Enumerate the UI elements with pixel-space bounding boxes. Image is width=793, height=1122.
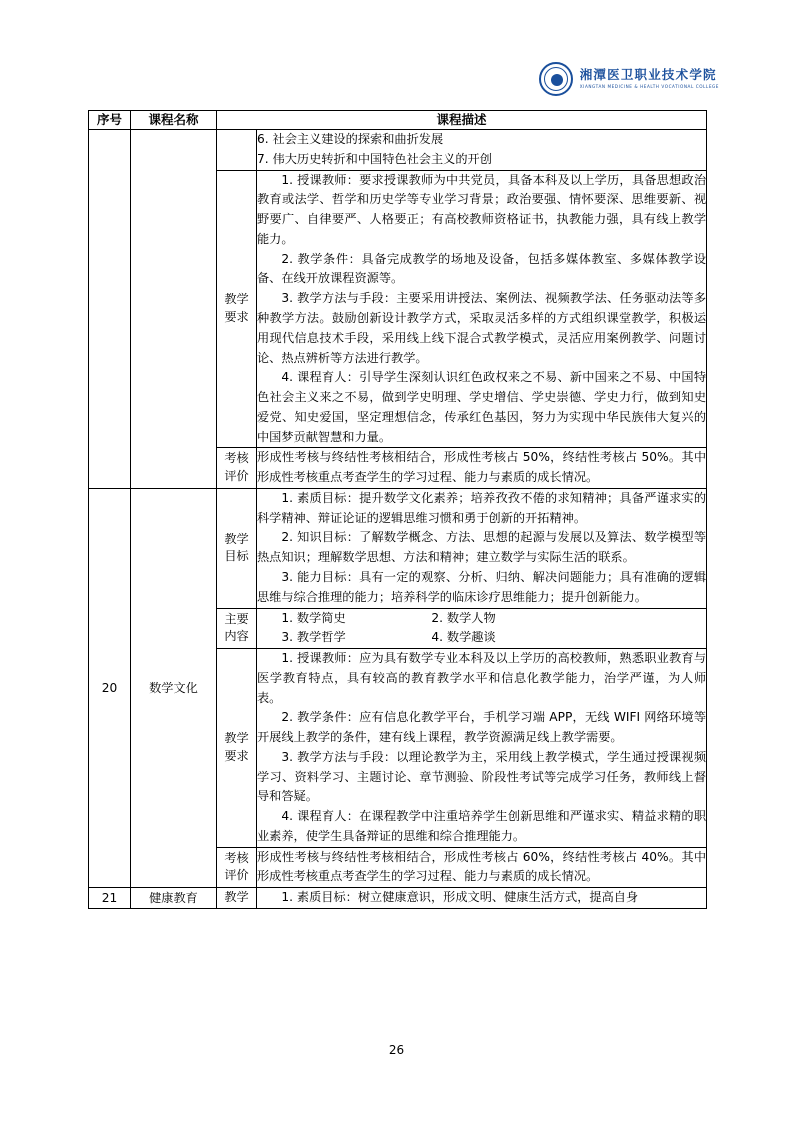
desc-paragraph: 1. 素质目标：提升数学文化素养；培养孜孜不倦的求知精神；具备严谨求实的科学精神、辩证论证的逻辑思维习惯和勇于创新的开拓精神。 bbox=[257, 490, 707, 525]
sub-label-teaching-goals: 教学 目标 bbox=[217, 488, 257, 608]
college-name-cn: 湘潭医卫职业技术学院 bbox=[579, 67, 717, 83]
seq-cell-21: 21 bbox=[89, 888, 131, 909]
desc-cell-teaching-requirements bbox=[257, 649, 707, 848]
table-header-row bbox=[89, 111, 707, 130]
sub-label-teaching: 教学 bbox=[217, 888, 257, 909]
desc-line: 7. 伟大历史转折和中国特色社会主义的开创 bbox=[257, 151, 492, 166]
course-name-cell-20: 数学文化 bbox=[131, 488, 217, 887]
college-logo bbox=[539, 62, 719, 96]
header-description: 课程描述 bbox=[217, 111, 707, 130]
sub-label-main-content: 主要 内容 bbox=[217, 608, 257, 649]
table-row bbox=[89, 888, 707, 909]
course-name-cell-empty bbox=[131, 130, 217, 489]
sub-label-teaching-requirements: 教学 要求 bbox=[217, 170, 257, 448]
desc-cell-assessment bbox=[257, 448, 707, 489]
desc-cell-teaching-goals bbox=[257, 488, 707, 608]
desc-paragraph: 1. 授课教师：应为具有数学专业本科及以上学历的高校教师，熟悉职业教育与医学教育特点，具有较高的教育教学水平和信息化教学能力，治学严谨，为人师表。 bbox=[257, 651, 707, 705]
desc-paragraph: 1. 授课教师：要求授课教师为中共党员，具备本科及以上学历，具备思想政治教育或法学、哲学和历史学等专业学习背景；政治要强、情怀要深、思维要新、视野要广、自律要严、人格要正；有高校教师资格证书，执教能力强，具有线上教学能力。 bbox=[257, 172, 707, 246]
desc-line: 6. 社会主义建设的探索和曲折发展 bbox=[257, 132, 444, 147]
content-item-b: 2. 数学人物 bbox=[431, 610, 496, 625]
desc-paragraph: 3. 教学方法与手段：以理论教学为主，采用线上教学模式，学生通过授课视频学习、资料学习、主题讨论、章节测验、阶段性考试等完成学习任务，教师线上督导和答疑。 bbox=[257, 749, 707, 804]
table-row bbox=[89, 488, 707, 608]
college-seal-icon bbox=[539, 62, 573, 96]
sub-label-assessment: 考核 评价 bbox=[217, 448, 257, 489]
desc-paragraph: 形成性考核与终结性考核相结合，形成性考核占 60%，终结性考核占 40%。其中形成性考核重点考查学生的学习过程、能力与素质的成长情况。 bbox=[257, 849, 707, 884]
seq-cell-empty bbox=[89, 130, 131, 489]
sub-label-empty bbox=[217, 130, 257, 171]
header-course-name: 课程名称 bbox=[131, 111, 217, 130]
seq-cell-20: 20 bbox=[89, 488, 131, 887]
course-name-cell-21: 健康教育 bbox=[131, 888, 217, 909]
college-logo-text bbox=[580, 68, 719, 89]
desc-cell-assessment bbox=[257, 847, 707, 888]
desc-paragraph: 3. 教学方法与手段：主要采用讲授法、案例法、视频教学法、任务驱动法等多种教学方法。鼓励创新设计教学方式，采取灵活多样的方式组织课堂教学，积极运用现代信息技术手段，采用线上线下混合式教学模式，灵活应用案例教学、问题讨论、热点辨析等方法进行教学。 bbox=[257, 291, 707, 365]
desc-paragraph: 1. 素质目标：树立健康意识，形成文明、健康生活方式，提高自身 bbox=[281, 890, 639, 905]
content-item-a: 3. 教学哲学 bbox=[281, 630, 346, 645]
desc-paragraph: 2. 知识目标：了解数学概念、方法、思想的起源与发展以及算法、数学模型等热点知识；理解数学思想、方法和精神；建立数学与实际生活的联系。 bbox=[257, 530, 707, 565]
table-row bbox=[89, 130, 707, 171]
desc-paragraph: 2. 教学条件：具备完成教学的场地及设备，包括多媒体教室、多媒体教学设备、在线开放课程资源等。 bbox=[257, 251, 707, 286]
college-name-en: XIANGTAN MEDICINE & HEALTH VOCATIONAL COLLEGE bbox=[579, 83, 719, 89]
desc-paragraph: 形成性考核与终结性考核相结合，形成性考核占 50%，终结性考核占 50%。其中形成性考核重点考查学生的学习过程、能力与素质的成长情况。 bbox=[257, 450, 707, 485]
header-seq: 序号 bbox=[89, 111, 131, 130]
page-number: 26 bbox=[388, 1043, 405, 1057]
desc-cell-continued bbox=[257, 130, 707, 171]
content-item-b: 4. 数学趣谈 bbox=[431, 630, 496, 645]
desc-paragraph: 4. 课程育人：引导学生深刻认识红色政权来之不易、新中国来之不易、中国特色社会主义来之不易，做到学史明理、学史增信、学史崇德、学史力行，做到知史爱党、知史爱国，坚定理想信念，传承红色基因，努力为实现中华民族伟大复兴的中国梦贡献智慧和力量。 bbox=[257, 370, 707, 444]
sub-label-teaching-requirements: 教学 要求 bbox=[217, 649, 257, 848]
sub-label-assessment: 考核 评价 bbox=[217, 847, 257, 888]
desc-cell-main-content bbox=[257, 608, 707, 649]
content-line bbox=[257, 609, 706, 629]
desc-paragraph: 4. 课程育人：在课程教学中注重培养学生创新思维和严谨求实、精益求精的职业素养，使学生具备辩证的思维和综合推理能力。 bbox=[257, 809, 707, 843]
content-line bbox=[257, 628, 706, 648]
course-description-table bbox=[88, 110, 707, 909]
desc-paragraph: 2. 教学条件：应有信息化教学平台，手机学习端 APP，无线 WIFI 网络环境等开展线上教学的条件，建有线上课程，教学资源满足线上教学需要。 bbox=[257, 710, 707, 745]
desc-cell-course21 bbox=[257, 888, 707, 909]
desc-paragraph: 3. 能力目标：具有一定的观察、分析、归纳、解决问题能力；具有准确的逻辑思维与综合推理的能力；培养科学的临床诊疗思维能力；提升创新能力。 bbox=[257, 569, 707, 604]
desc-cell-teaching-requirements bbox=[257, 170, 707, 448]
content-item-a: 1. 数学简史 bbox=[281, 610, 346, 625]
